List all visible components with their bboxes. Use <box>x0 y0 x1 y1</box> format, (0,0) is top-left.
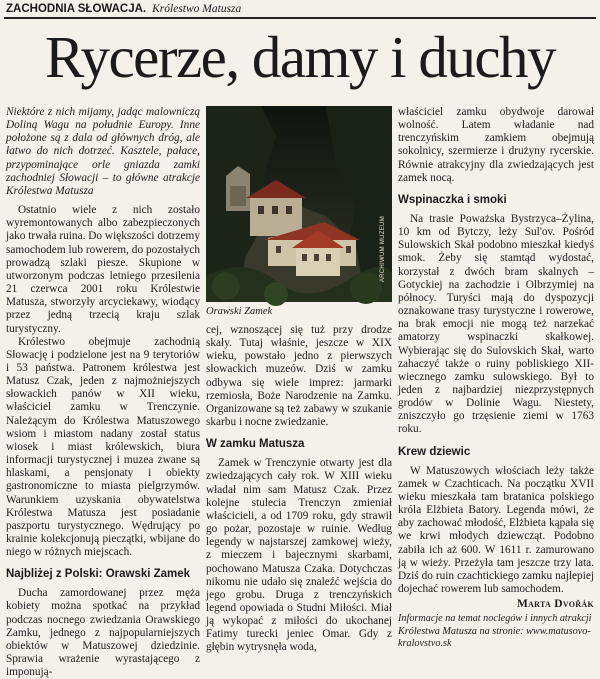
subheading: W zamku Matusza <box>206 438 305 451</box>
photo-caption: Orawski Zamek <box>206 306 273 317</box>
section-kicker <box>6 2 241 16</box>
subheading: Najbliżej z Polski: Orawski Zamek <box>6 568 191 581</box>
castle-illustration <box>206 106 392 302</box>
subsection-label: Królestwo Matusza <box>152 3 242 15</box>
headline: Rycerze, damy i duchy <box>44 24 556 90</box>
body-paragraph: Ducha zamordowanej przez męża kobiety można spotkać na przykład podczas nocnego zwiedzania Orawskiego Zamku, jednego z najpopularniejszych obiektów w Matuszowej dziedzinie. Sprawia wrażenie wyrastającego z imponują- <box>6 587 200 679</box>
column-2 <box>206 106 392 653</box>
body-paragraph: W Matuszowych włościach leży także zamek w Czachticach. Na początku XVII wieku mieszkała tam bratanica polskiego króla Elżbieta Batory. Legenda mówi, że aby zachować młodość, Elżbieta kąpała się we krwi młodych dziewcząt. Podobno zabiła ich aż 600. W 1611 r. zamurowano ją w wieży. Przeżyła tam jeszcze trzy lata. Dziś do ruin czachtickiego zamku najlepiej dojechać rowerem lub samochodem. <box>398 464 594 595</box>
subheading: Wspinaczka i smoki <box>398 193 507 206</box>
column-1 <box>6 106 200 679</box>
body-paragraph: Królestwo obejmuje zachodnią Słowację i podzielone jest na 9 terytoriów i 53 państwa. Patronem królestwa jest Matusz Czak, jeden z najmożniejszych słowackich panów w XII wieku, właściciel zamku w Trenczynie. Należącym do Królestwa Matuszowego wsiom i miastom nadany został status wiosek i miast królewskich, biura informacji turystycznej i muzea zwane są hlaskami, a pensjonaty i obiekty gastronomiczne to miasta pielgrzymów. Warunkiem uzyskania obywatelstwa Królestwa Matusza jest posiadanie paszportu turystycznego. Wędrujący po krainie kolekcjonują pieczątki, wbijane do niego w różnych miejscach. <box>6 335 200 559</box>
author-byline: Marta Dvořák <box>516 598 594 611</box>
body-paragraph: cej, wznoszącej się tuż przy drodze skały. Tutaj właśnie, jeszcze w XIX wieku, powstało jedno z pierwszych słowackich muzeów. Dziś w zamku odbywa się wiele imprez: jarmarki rzemiosła, Boże Narodzenie na Zamku. Organizowane są też zabawy w szukanie skarbu i nocne zwiedzanie. <box>206 324 392 429</box>
body-paragraph: Na trasie Poważska Bystrzyca–Żylina, 10 km od Bytczy, leży Sul'ov. Pośród Sulowskich Skał podobno mieszkał kiedyś smok. Żeby się stamtąd wydostać, korzystał z dwóch bram skalnych – Gotyckiej na zachodzie i Olbrzymiej na północy. Turyści mają do dyspozycji oznakowane trasy turystyczne i rowerowe, na brak emocji nie mogą też narzekać amatorzy wspinaczki skałkowej. Wybierając się do Sulovskich Skał, warto zahaczyć także o ruiny pobliskiego XII-wiecznego zamku sulowskiego. Był to jeden z najbardziej niezprzystępnych grodów w Dolinie Wagu. Niestety, zniszczyło go trzęsienie ziemi w 1763 roku. <box>398 212 594 436</box>
lead-paragraph: Niektóre z nich mijamy, jadąc malowniczą Doliną Wagu na południe Europy. Inne położone są z dala od głównych dróg, ale łatwo do nich dotrzeć. Kasztele, pałace, przypominające orle gniazda zamki zachodniej Słowacji – to główne atrakcje Królestwa Matusza <box>6 106 200 197</box>
body-paragraph: Zamek w Trenczynie otwarty jest dla zwiedzających cały rok. W XIII wieku władał nim sam Matusz Czak. Przez kolejne stulecia Trenczyn zmieniał właścicieli, a od 1709 roku, gdy strawił go pożar, pozostaje w ruinie. Według legendy w najstarszej zamkowej wieży, z mieczem i bajecznymi skarbami, pochowano Matusza Czaka. Dotychczas nikomu nie udało się znaleźć wejścia do jego grobu. Druga z trenczyńskich legend opowiada o Studni Miłości. Miał ją wykopać z miłości do ukochanej Fatimy turecki jeniec Omar. Gdy z głębin wytrysnęła woda, <box>206 457 392 654</box>
column-3 <box>398 106 594 653</box>
body-paragraph: Ostatnio wiele z nich zostało wyremontowanych albo zabezpieczonych jako trwała ruina. Do większości dotrzemy samochodem lub rowerem, do pozostałych prowadzą szlaki piesze. Skupione w utworzonym podczas letniego przesilenia 21 czerwca 2001 roku Królestwie Matusza, stworzyły arcyciekawy, wiodący przez jedną trzecią kraju szlak turystyczny. <box>6 204 200 335</box>
castle-photo <box>206 106 392 302</box>
photo-credit: ARCHIWUM MUZEUM <box>379 216 386 283</box>
subheading: Krew dziewic <box>398 445 471 458</box>
info-note: Informacje na temat noclegów i innych atrakcji Królestwa Matusza na stronie: www.matusovo-kralovstvo.sk <box>398 613 592 650</box>
header-rule <box>4 17 596 19</box>
body-paragraph: właściciel zamku obydwoje darował wolność. Latem władanie nad trenczyńskim zamkiem obejmują sokolnicy, szermierze i drużyny rycerskie. Równie atrakcyjny dla zwiedzających jest zamek nocą. <box>398 106 594 184</box>
section-label: ZACHODNIA SŁOWACJA. <box>6 3 147 15</box>
